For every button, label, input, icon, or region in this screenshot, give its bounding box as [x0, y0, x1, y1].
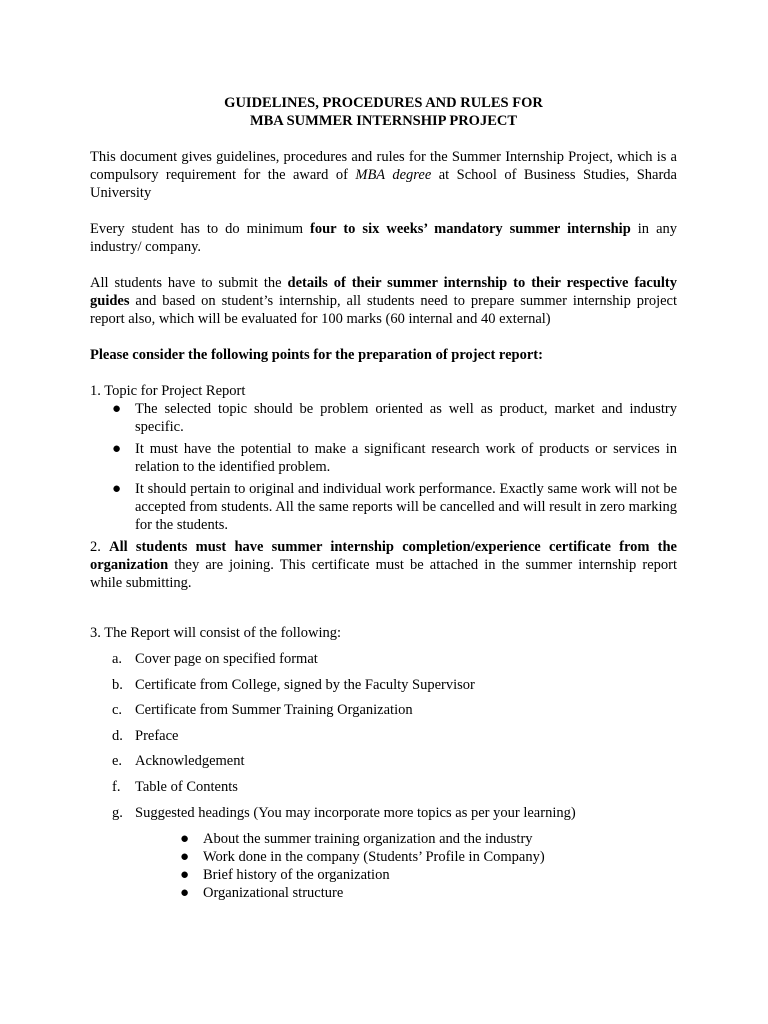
list-item: ● Work done in the company (Students’ Profile in Company)	[180, 848, 545, 865]
list-item: ● The selected topic should be problem oriented as well as product, market and industry specific.	[112, 401, 677, 435]
bullet-icon: ●	[180, 866, 190, 883]
point-1-heading: 1. Topic for Project Report	[90, 383, 246, 399]
bullet-icon: ●	[180, 848, 190, 865]
duration-paragraph: Every student has to do minimum four to six weeks’ mandatory summer internship in any industry/ company.	[90, 221, 678, 255]
submission-paragraph: All students have to submit the details of their summer internship to their respective faculty guides and based on student’s internship, all students need to prepare summer internship project report also, which will be evaluated for 100 marks (60 internal and 40 external)	[90, 275, 678, 327]
point-2-emphasis: All students must have summer internship completion/experience certificate from the organization	[90, 539, 677, 573]
report-contents-list	[90, 650, 677, 822]
bullet-icon: ●	[112, 401, 122, 417]
list-item: e. Acknowledgement	[112, 753, 245, 770]
document-body	[90, 94, 677, 902]
list-item: ● Brief history of the organization	[180, 866, 390, 883]
submission-emphasis: details of their summer internship to their respective faculty guides	[90, 275, 678, 309]
list-item: b. Certificate from College, signed by the Faculty Supervisor	[112, 676, 475, 693]
point-2-paragraph: 2. All students must have summer internship completion/experience certificate from the organization they are joining. This certificate must be attached in the summer internship report while submitting.	[90, 539, 677, 591]
list-item: c. Certificate from Summer Training Organization	[112, 702, 413, 719]
title-line-1: GUIDELINES, PROCEDURES AND RULES FOR	[224, 95, 543, 111]
bullet-icon: ●	[180, 830, 190, 847]
intro-paragraph: This document gives guidelines, procedures and rules for the Summer Internship Project, which is a compulsory requirement for the award of MBA degree at School of Business Studies, Sharda University	[90, 149, 677, 201]
list-item: g. Suggested headings (You may incorporate more topics as per your learning)	[112, 804, 576, 821]
point-3-heading: 3. The Report will consist of the following:	[90, 625, 342, 641]
list-item: a. Cover page on specified format	[112, 651, 318, 667]
list-item: ● It should pertain to original and individual work performance. Exactly same work will not be accepted from students. All the same reports will be cancelled and will result in zero marking for the students.	[112, 481, 677, 533]
consider-heading: Please consider the following points for the preparation of project report:	[90, 347, 543, 363]
list-item: d. Preface	[112, 727, 179, 744]
list-item: f. Table of Contents	[112, 778, 238, 795]
suggested-headings-list	[90, 830, 677, 902]
bullet-icon: ●	[112, 481, 122, 497]
duration-emphasis: four to six weeks’ mandatory summer internship	[310, 221, 631, 237]
list-item: ● About the summer training organization and the industry	[180, 830, 533, 847]
bullet-icon: ●	[180, 884, 190, 901]
bullet-icon: ●	[112, 441, 122, 457]
document-title	[90, 94, 677, 130]
list-item: ● It must have the potential to make a significant research work of products or services in relation to the identified problem.	[112, 441, 677, 475]
title-line-2: MBA SUMMER INTERNSHIP PROJECT	[249, 113, 518, 129]
list-item: ● Organizational structure	[180, 884, 344, 901]
mba-degree-emphasis: MBA degree	[355, 167, 432, 183]
point-1-list	[90, 400, 677, 534]
